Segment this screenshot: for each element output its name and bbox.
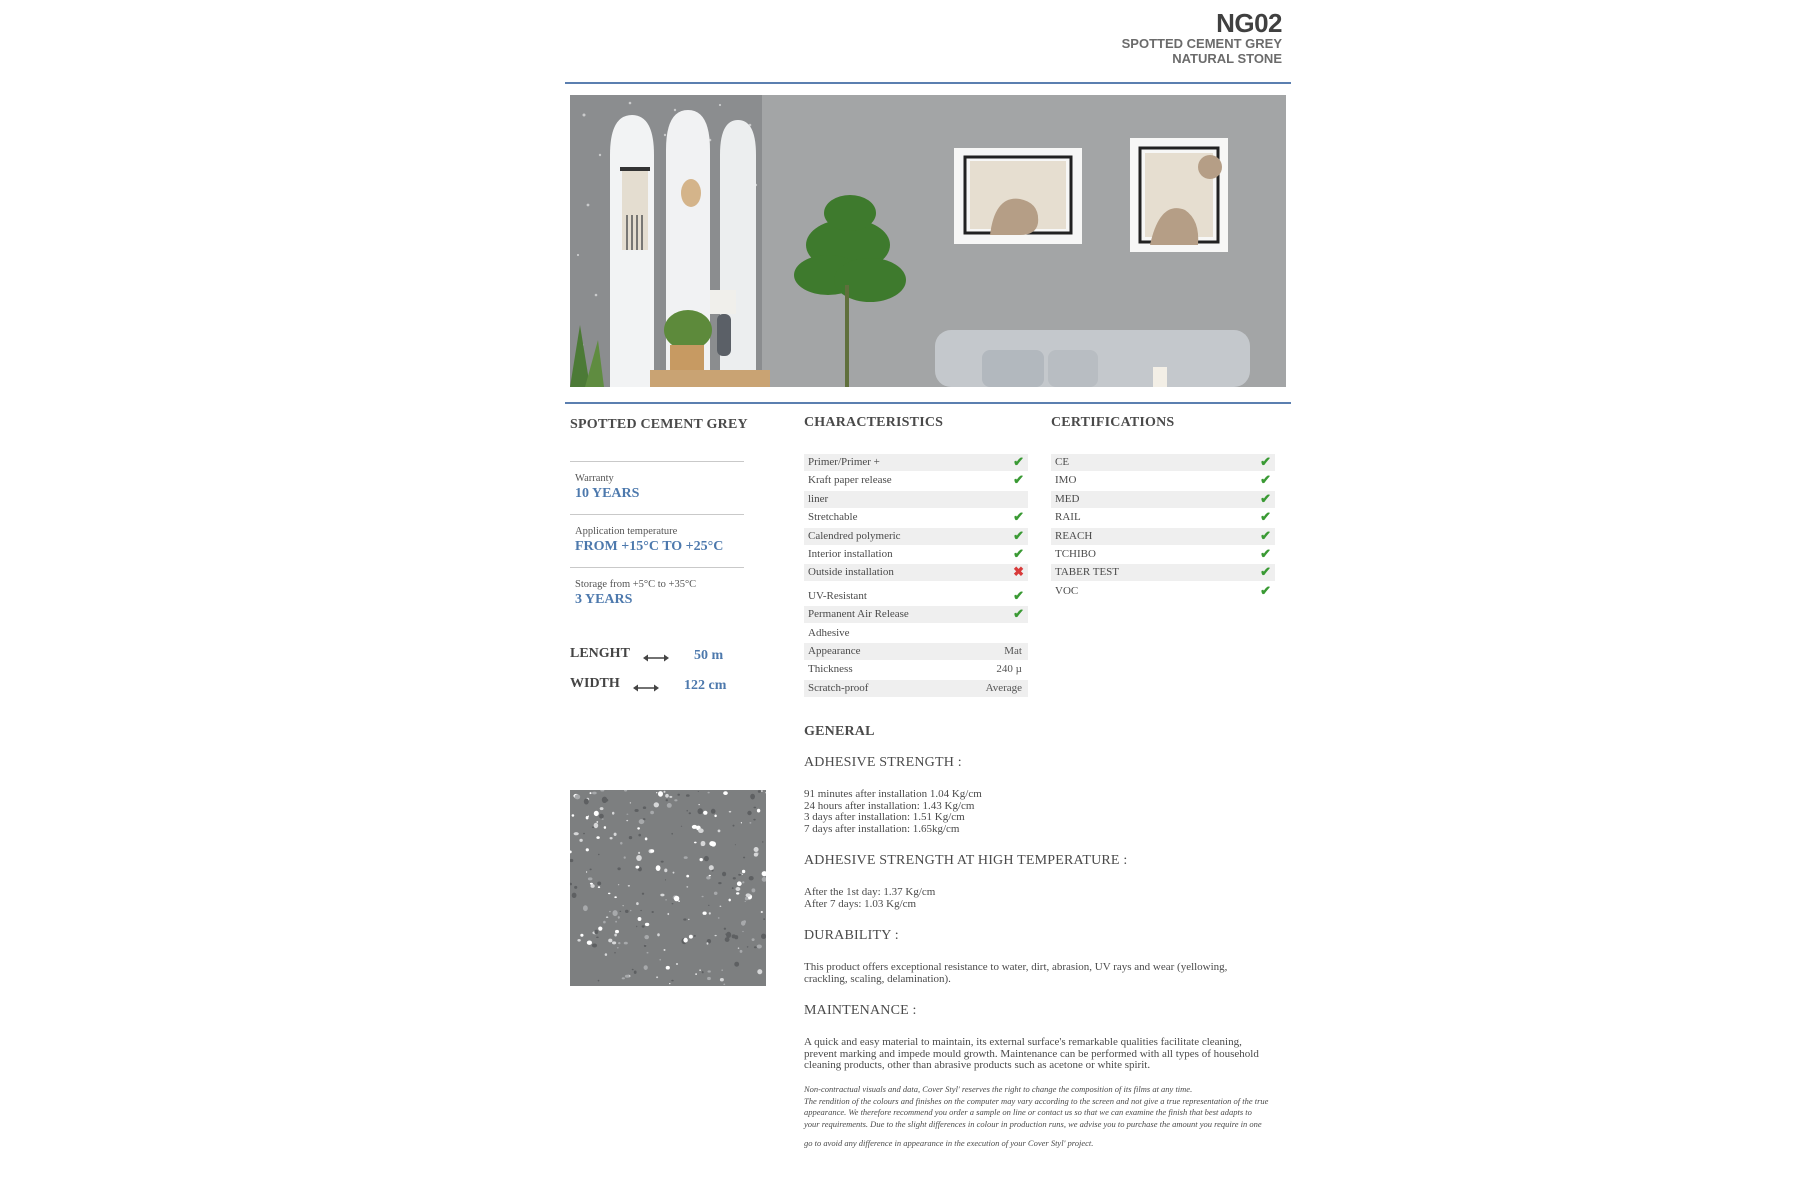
adhesive-strength-text (804, 789, 982, 835)
high-temperature-heading: ADHESIVE STRENGTH AT HIGH TEMPERATURE : (804, 853, 1128, 868)
application-temperature-label: Application temperature (575, 526, 678, 537)
info-divider (570, 567, 744, 568)
room-photo (570, 95, 1286, 387)
maintenance-text (804, 1037, 1259, 1072)
double-arrow-icon (643, 650, 669, 668)
certifications-row (1051, 491, 1275, 508)
characteristics-row-label: Primer/Primer + (808, 456, 880, 468)
check-icon: ✔ (1013, 509, 1024, 525)
storage-label: Storage from +5°C to +35°C (575, 579, 697, 590)
check-icon: ✔ (1260, 472, 1271, 488)
check-icon: ✔ (1013, 472, 1024, 488)
adhesive-strength-line: 91 minutes after installation 1.04 Kg/cm (804, 788, 982, 800)
certifications-row-label: MED (1055, 492, 1080, 505)
high-temperature-text (804, 887, 935, 910)
characteristics-row (804, 680, 1028, 697)
characteristics-row-label: Permanent Air Release (808, 608, 909, 621)
certifications-row (1051, 528, 1275, 545)
disclaimer-line: Non-contractual visuals and data, Cover Styl' reserves the right to change the composition of its films at any time. (804, 1084, 1193, 1094)
check-icon: ✔ (1013, 454, 1024, 469)
adhesive-strength-heading: ADHESIVE STRENGTH : (804, 755, 962, 770)
certifications-row-label: CE (1055, 456, 1070, 468)
general-heading: GENERAL (804, 724, 875, 739)
product-subtitle-category: NATURAL STONE (1172, 51, 1282, 66)
width-value: 122 cm (684, 678, 727, 693)
certifications-row (1051, 564, 1275, 581)
material-swatch (570, 790, 766, 986)
characteristics-row (804, 606, 1028, 623)
certifications-row-label: TABER TEST (1055, 566, 1120, 579)
characteristics-row-value: 240 µ (996, 663, 1022, 676)
characteristics-row-label: Calendred polymeric (808, 529, 901, 542)
product-subtitle-name: SPOTTED CEMENT GREY (1121, 36, 1282, 51)
durability-line: crackling, scaling, delamination). (804, 972, 951, 985)
certifications-row (1051, 472, 1275, 489)
durability-line: This product offers exceptional resistance to water, dirt, abrasion, UV rays and wear (yellowing, (804, 961, 1228, 973)
characteristics-row (804, 454, 1028, 471)
durability-heading: DURABILITY : (804, 928, 899, 943)
characteristics-row (804, 625, 1028, 642)
application-temperature-value: FROM +15°C TO +25°C (575, 539, 724, 554)
disclaimer-line: go to avoid any difference in appearance in the execution of your Cover Styl' project. (804, 1138, 1094, 1148)
characteristics-row (804, 472, 1028, 489)
disclaimer (804, 1084, 1290, 1150)
characteristics-row-label: Outside installation (808, 566, 894, 579)
characteristics-row (804, 564, 1028, 581)
check-icon: ✔ (1260, 527, 1271, 543)
maintenance-line: A quick and easy material to maintain, its external surface's remarkable qualities facilitate cleaning, (804, 1036, 1242, 1048)
certifications-row (1051, 546, 1275, 563)
check-icon: ✔ (1260, 509, 1271, 525)
certifications-row-label: VOC (1055, 584, 1079, 597)
disclaimer-line: The rendition of the colours and finishes on the computer may vary according to the screen and not give a true representation of the true (804, 1095, 1269, 1106)
certifications-row-label: REACH (1055, 529, 1093, 542)
storage-value: 3 YEARS (575, 592, 633, 607)
characteristics-heading: CHARACTERISTICS (804, 415, 944, 430)
check-icon: ✔ (1260, 454, 1271, 469)
adhesive-strength-line: 24 hours after installation: 1.43 Kg/cm (804, 799, 975, 812)
characteristics-row-label: liner (808, 492, 829, 505)
length-label: LENGHT (570, 646, 630, 661)
characteristics-row (804, 528, 1028, 545)
check-icon: ✔ (1260, 564, 1271, 580)
info-divider (570, 514, 744, 515)
disclaimer-line: appearance. We therefore recommend you order a sample on line or contact us so that we can examine the finish that best adapts to (804, 1107, 1252, 1117)
certifications-row (1051, 454, 1275, 471)
characteristics-row-value: Average (985, 681, 1022, 694)
check-icon: ✔ (1260, 490, 1271, 506)
check-icon: ✔ (1260, 546, 1271, 561)
characteristics-row-label: Stretchable (808, 511, 858, 524)
durability-text (804, 962, 1227, 985)
characteristics-row (804, 661, 1028, 678)
high-temperature-line: After 7 days: 1.03 Kg/cm (804, 897, 917, 910)
certifications-row-label: RAIL (1055, 511, 1081, 524)
warranty-value: 10 YEARS (575, 486, 640, 501)
characteristics-row-label: Appearance (808, 645, 861, 657)
disclaimer-line: your requirements. Due to the slight differences in colour in production runs, we advise you to purchase the amount you require in one (804, 1118, 1262, 1129)
characteristics-row-label: Thickness (808, 663, 853, 676)
characteristics-row-label: Adhesive (808, 626, 850, 639)
certifications-row-label: TCHIBO (1055, 548, 1096, 560)
characteristics-row (804, 509, 1028, 526)
check-icon: ✔ (1013, 587, 1024, 603)
characteristics-row-label: UV-Resistant (808, 589, 867, 602)
characteristics-row (804, 643, 1028, 660)
info-divider (570, 461, 744, 462)
certifications-row (1051, 509, 1275, 526)
length-value: 50 m (694, 648, 724, 663)
product-code: NG02 (1216, 8, 1282, 38)
warranty-label: Warranty (575, 473, 614, 484)
characteristics-row (804, 491, 1028, 508)
maintenance-line: cleaning products, other than abrasive products such as acetone or white spirit. (804, 1059, 1151, 1071)
characteristics-row-label: Kraft paper release (808, 474, 892, 487)
adhesive-strength-line: 3 days after installation: 1.51 Kg/cm (804, 811, 965, 823)
product-name-heading: SPOTTED CEMENT GREY (570, 417, 748, 432)
section-divider (565, 402, 1291, 404)
maintenance-heading: MAINTENANCE : (804, 1003, 917, 1018)
characteristics-row (804, 588, 1028, 605)
certifications-heading: CERTIFICATIONS (1051, 415, 1175, 430)
check-icon: ✔ (1260, 582, 1271, 598)
check-icon: ✔ (1013, 527, 1024, 543)
high-temperature-line: After the 1st day: 1.37 Kg/cm (804, 886, 936, 898)
header-divider (565, 82, 1291, 84)
double-arrow-icon (633, 680, 659, 698)
characteristics-row-label: Scratch-proof (808, 681, 869, 694)
characteristics-row-value: Mat (1004, 645, 1022, 657)
characteristics-row-label: Interior installation (808, 548, 893, 560)
certifications-row (1051, 583, 1275, 600)
maintenance-line: prevent marking and impede mould growth. Maintenance can be performed with all types of household (804, 1047, 1259, 1060)
certifications-row-label: IMO (1055, 474, 1077, 487)
characteristics-row (804, 546, 1028, 563)
width-label: WIDTH (570, 676, 620, 691)
adhesive-strength-line: 7 days after installation: 1.65kg/cm (804, 822, 960, 835)
cross-icon: ✖ (1013, 564, 1024, 580)
check-icon: ✔ (1013, 606, 1024, 622)
check-icon: ✔ (1013, 546, 1024, 561)
